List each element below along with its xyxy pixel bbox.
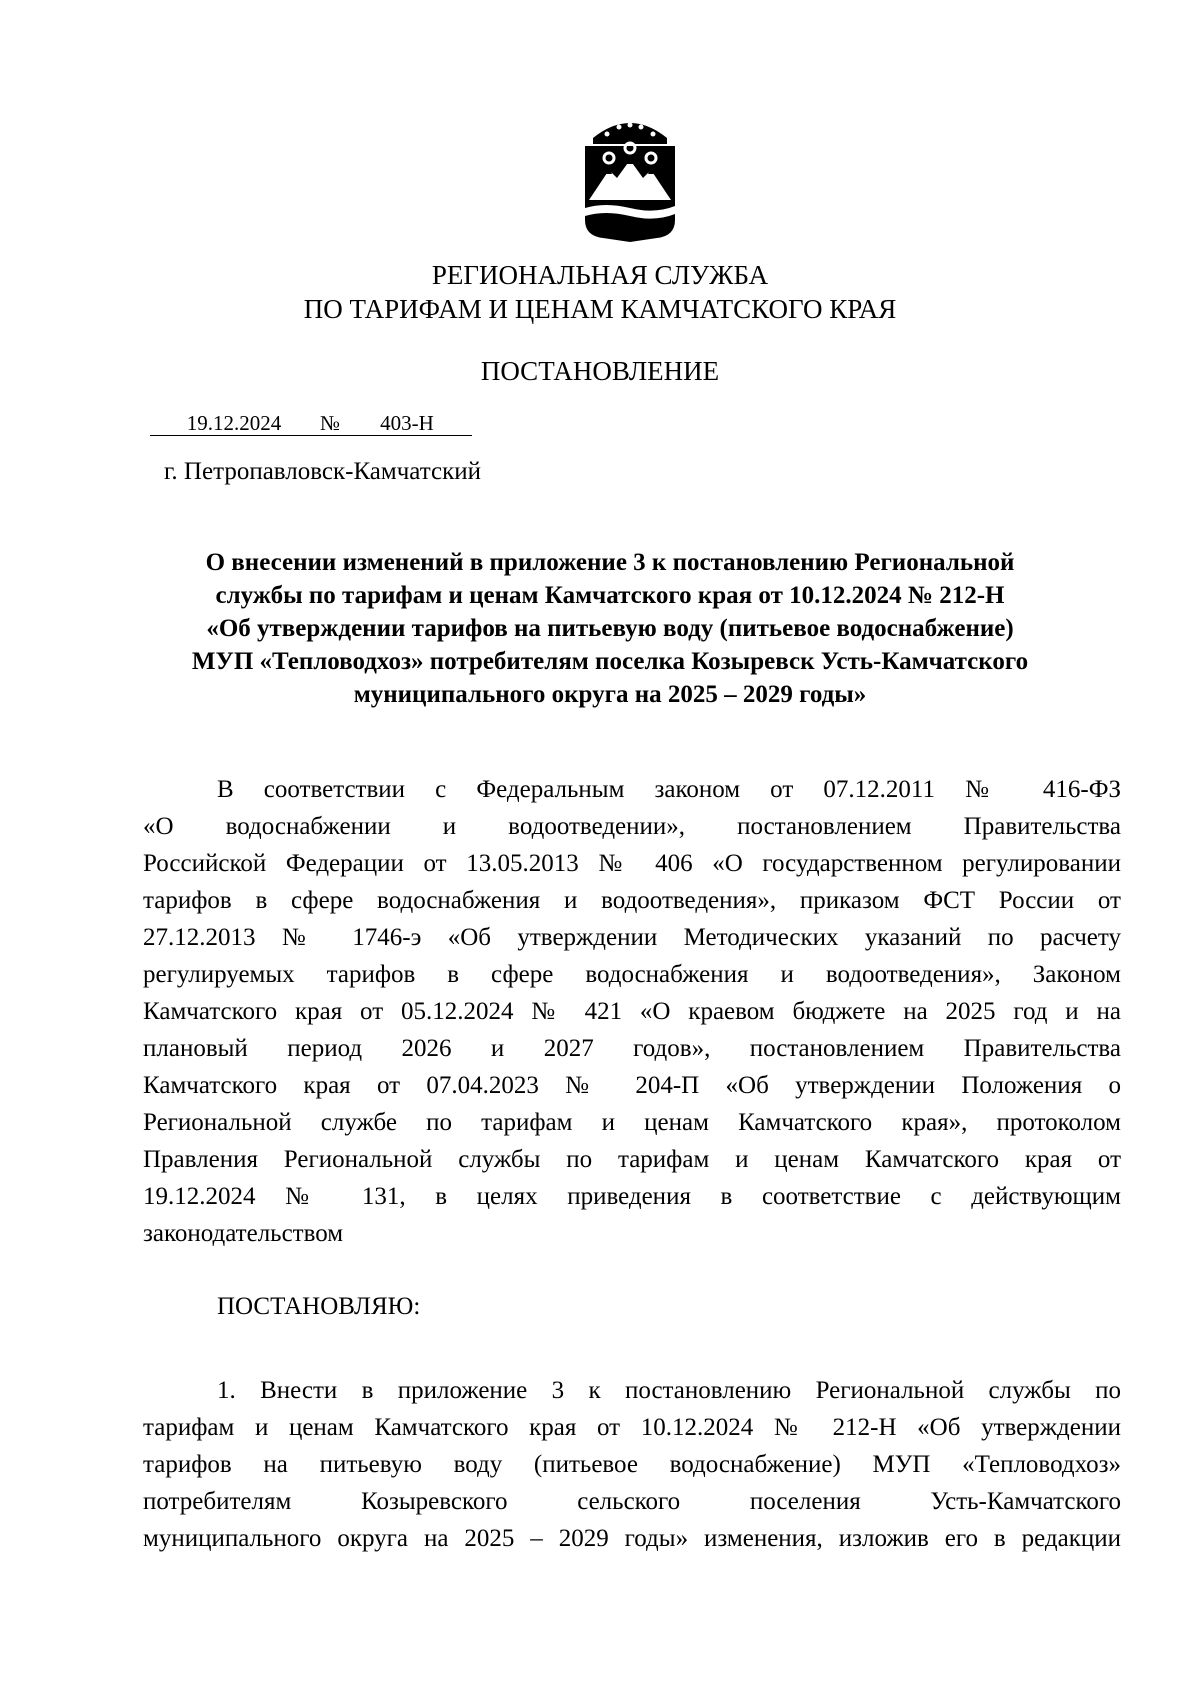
text-line: 19.12.2024 № 131, в целях приведения в соответствие с действующим xyxy=(143,1183,1121,1210)
text-line: тарифам и ценам Камчатского края от 10.12.2024 № 212-Н «Об утверждении xyxy=(143,1414,1121,1441)
agency-name-line-1: РЕГИОНАЛЬНАЯ СЛУЖБА xyxy=(431,260,769,290)
text-line: потребителям Козыревского сельского поселения Усть-Камчатского xyxy=(143,1488,1121,1515)
text-line: Камчатского края от 07.04.2023 № 204-П «Об утверждении Положения о xyxy=(143,1072,1121,1099)
text-line: 27.12.2013 № 1746-э «Об утверждении Методических указаний по расчету xyxy=(143,924,1121,951)
document-title xyxy=(130,546,1090,711)
text-line: муниципального округа на 2025 – 2029 годы» изменения, изложив его в редакции xyxy=(143,1525,1121,1552)
text-line: законодательством xyxy=(143,1220,344,1247)
document-number: 403-Н xyxy=(342,411,472,436)
text-line: плановый период 2026 и 2027 годов», постановлением Правительства xyxy=(143,1035,1121,1062)
kamchatka-coat-of-arms-icon xyxy=(575,112,685,242)
title-line: службы по тарифам и ценам Камчатского края от 10.12.2024 № 212-Н xyxy=(215,582,1005,609)
text-line: регулируемых тарифов в сфере водоснабжения и водоотведения», Законом xyxy=(143,961,1121,988)
text-line: тарифов на питьевую воду (питьевое водоснабжение) МУП «Тепловодхоз» xyxy=(143,1451,1121,1478)
text-line: Правления Региональной службы по тарифам и ценам Камчатского края от xyxy=(143,1146,1121,1173)
resolve-heading: ПОСТАНОВЛЯЮ: xyxy=(217,1293,421,1320)
title-line: муниципального округа на 2025 – 2029 годы» xyxy=(353,681,867,708)
document-date: 19.12.2024 xyxy=(150,411,318,436)
number-sign: № xyxy=(319,411,341,435)
date-number-line xyxy=(150,411,472,436)
city: г. Петропавловск-Камчатский xyxy=(164,458,481,485)
text-line: «О водоснабжении и водоотведении», постановлением Правительства xyxy=(143,813,1121,840)
text-line: тарифов в сфере водоснабжения и водоотведения», приказом ФСТ России от xyxy=(143,887,1121,914)
agency-name-line-2: ПО ТАРИФАМ И ЦЕНАМ КАМЧАТСКОГО КРАЯ xyxy=(303,294,897,324)
text-line: В соответствии с Федеральным законом от 07.12.2011 № 416-ФЗ xyxy=(217,776,1121,803)
text-line: Региональной службе по тарифам и ценам Камчатского края», протоколом xyxy=(143,1109,1121,1136)
document-type: ПОСТАНОВЛЕНИЕ xyxy=(480,356,720,386)
text-line: Камчатского края от 05.12.2024 № 421 «О краевом бюджете на 2025 год и на xyxy=(143,998,1121,1025)
title-line: О внесении изменений в приложение 3 к постановлению Региональной xyxy=(205,549,1015,576)
title-line: «Об утверждении тарифов на питьевую воду (питьевое водоснабжение) xyxy=(206,615,1014,642)
title-line: МУП «Тепловодхоз» потребителям поселка Козыревск Усть-Камчатского xyxy=(191,648,1029,675)
clause-1-paragraph xyxy=(143,1372,1121,1557)
text-line: 1. Внести в приложение 3 к постановлению Региональной службы по xyxy=(217,1377,1121,1404)
text-line: Российской Федерации от 13.05.2013 № 406 «О государственном регулировании xyxy=(143,850,1121,877)
preamble-paragraph xyxy=(143,771,1121,1252)
